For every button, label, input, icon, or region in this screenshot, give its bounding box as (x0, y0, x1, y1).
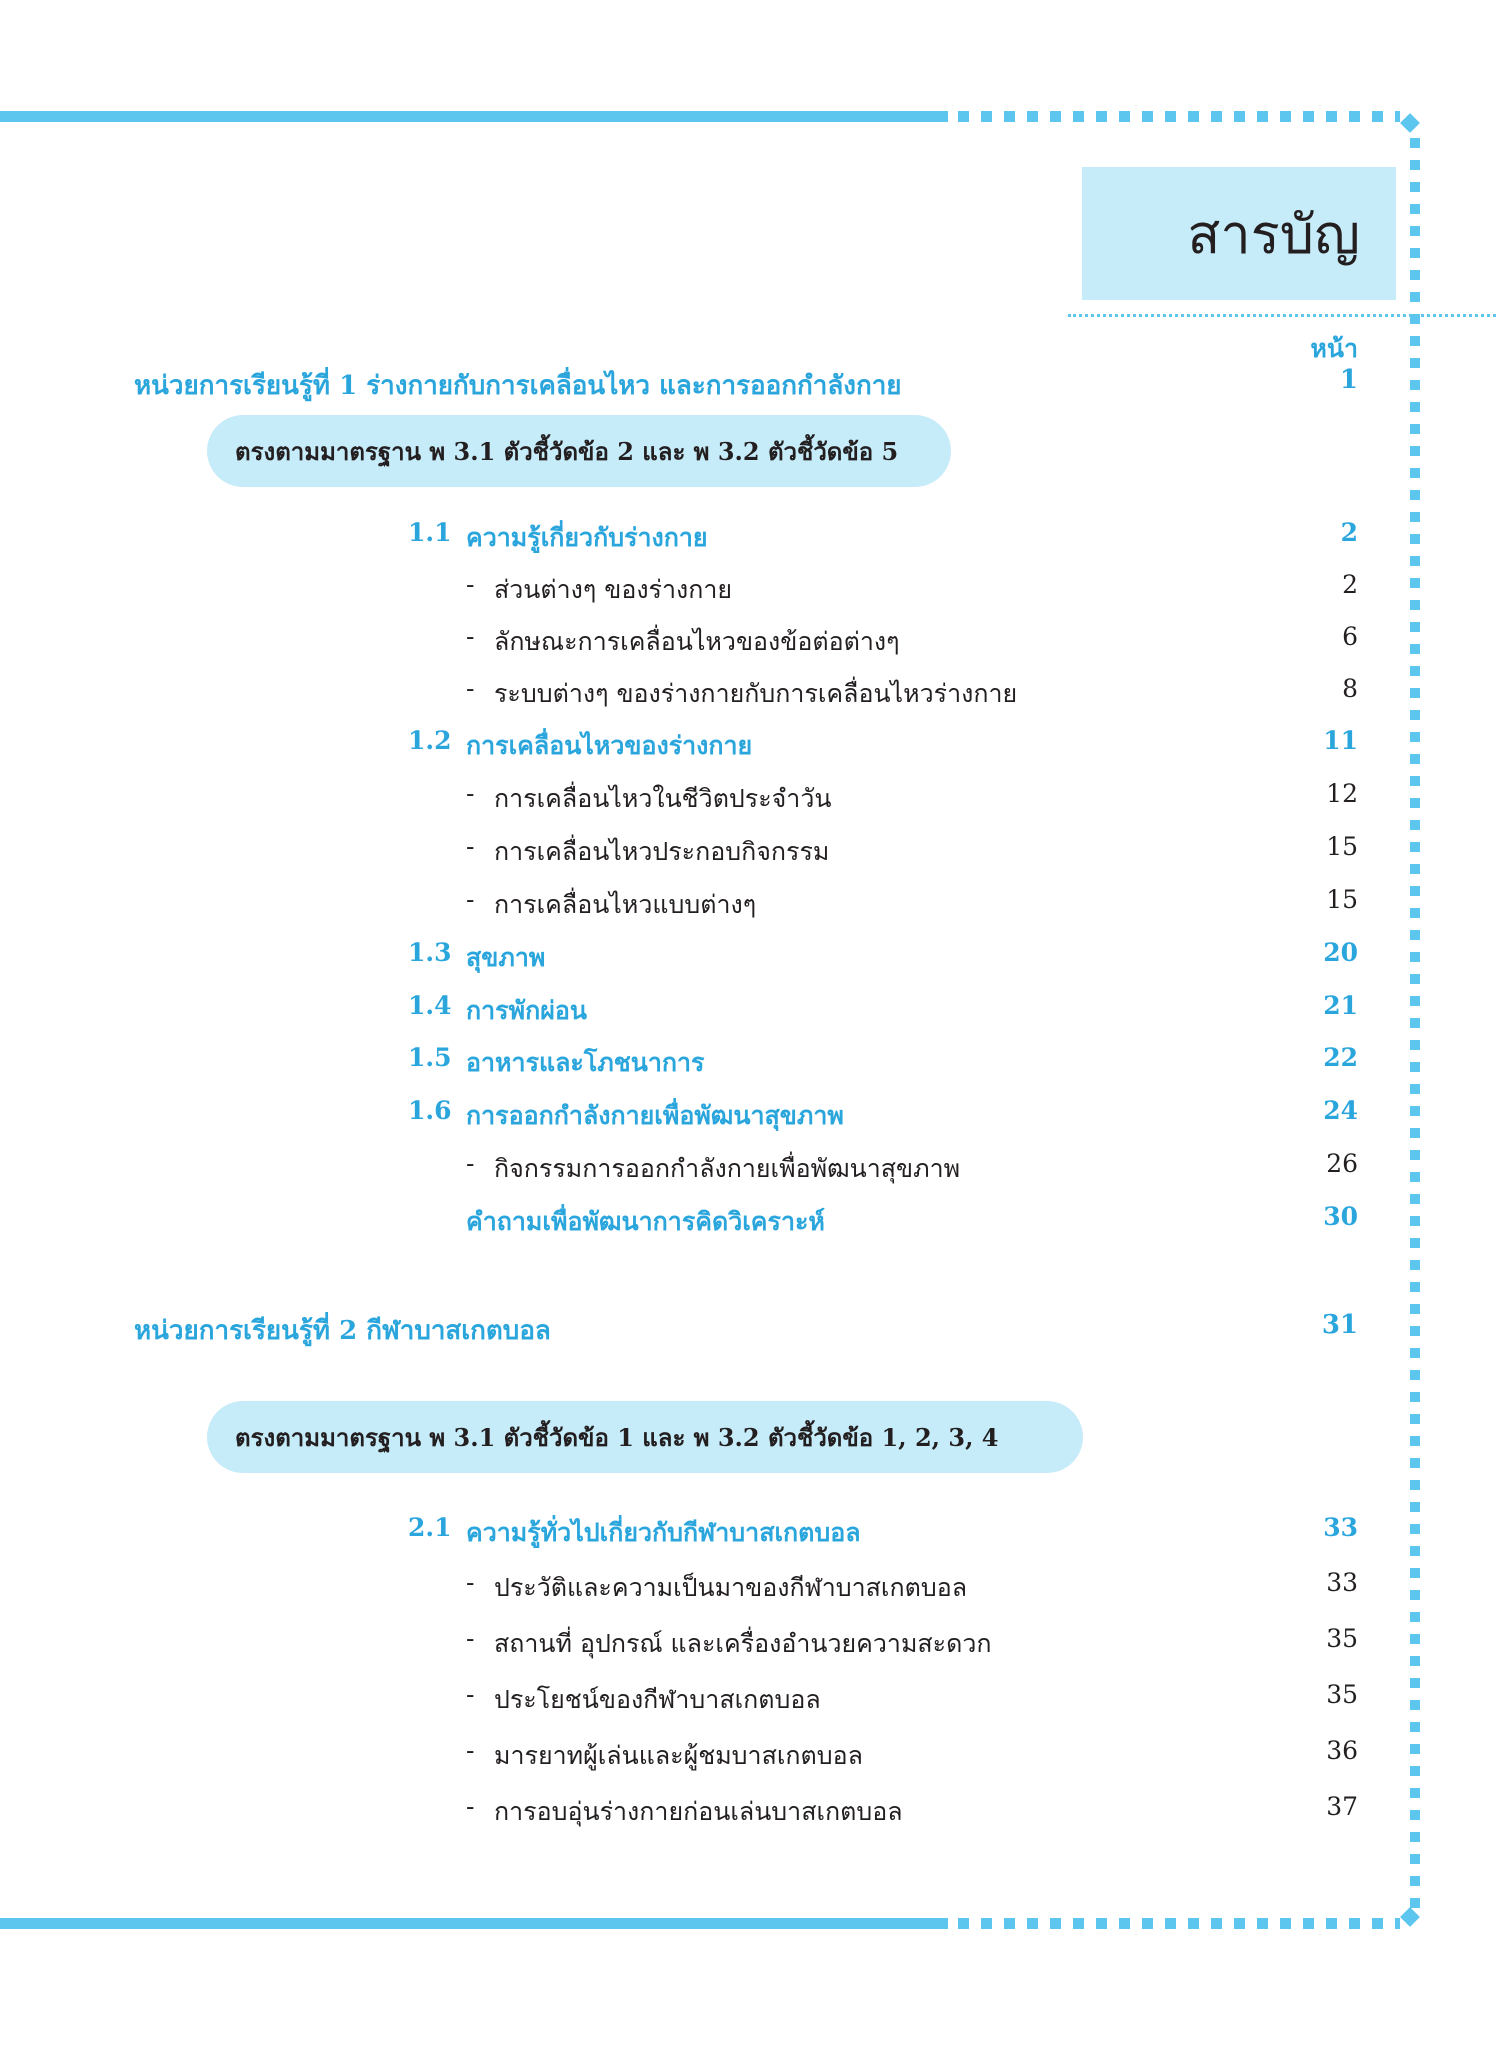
toc-subitem[interactable]: - การเคลื่อนไหวในชีวิตประจำวัน 12 (0, 779, 1358, 819)
toc-subitem[interactable]: - ระบบต่างๆ ของร่างกายกับการเคลื่อนไหวร่างกาย 8 (0, 674, 1358, 714)
frame-corner-diamond-top (1400, 113, 1420, 133)
toc-subitem[interactable]: - การเคลื่อนไหวประกอบกิจกรรม 15 (0, 832, 1358, 872)
subitem-title: ลักษณะการเคลื่อนไหวของข้อต่อต่างๆ (494, 627, 900, 656)
toc-section[interactable] (0, 1513, 1358, 1553)
toc-subitem[interactable]: - ประวัติและความเป็นมาของกีฬาบาสเกตบอล 33 (0, 1568, 1358, 1608)
standard-badge: ตรงตามมาตรฐาน พ 3.1 ตัวชี้วัดข้อ 1 และ พ 3.2 ตัวชี้วัดข้อ 1, 2, 3, 4 (207, 1401, 1083, 1473)
section-number: 1.6 (408, 1096, 452, 1125)
page-number: 8 (1342, 674, 1358, 703)
page-number: 35 (1326, 1624, 1358, 1653)
toc-section[interactable] (0, 518, 1358, 558)
page-number: 12 (1326, 779, 1358, 808)
page-number: 33 (1326, 1568, 1358, 1597)
toc-subitem[interactable]: - กิจกรรมการออกกำลังกายเพื่อพัฒนาสุขภาพ 26 (0, 1149, 1358, 1189)
subitem-title: กิจกรรมการออกกำลังกายเพื่อพัฒนาสุขภาพ (494, 1154, 961, 1183)
subitem-title: การเคลื่อนไหวแบบต่างๆ (494, 890, 757, 919)
frame-top-bar (0, 111, 948, 122)
section-number: 1.4 (408, 991, 452, 1020)
page-number: 15 (1326, 885, 1358, 914)
page-number: 20 (1323, 938, 1358, 967)
page-number: 11 (1323, 726, 1358, 755)
toc-section[interactable] (0, 991, 1358, 1031)
subitem-title: ประวัติและความเป็นมาของกีฬาบาสเกตบอล (494, 1573, 968, 1602)
subitem-title: มารยาทผู้เล่นและผู้ชมบาสเกตบอล (494, 1741, 863, 1770)
unit-heading: หน่วยการเรียนรู้ที่ 1 ร่างกายกับการเคลื่อนไหว และการออกกำลังกาย (134, 371, 902, 401)
page-number: 15 (1326, 832, 1358, 861)
page-number: 26 (1326, 1149, 1358, 1178)
section-title: อาหารและโภชนาการ (466, 1048, 705, 1077)
section-number: 2.1 (408, 1513, 452, 1542)
toc-subitem[interactable]: - การเคลื่อนไหวแบบต่างๆ 15 (0, 885, 1358, 925)
page-number: 37 (1326, 1792, 1358, 1821)
frame-bottom-dotted-bar (958, 1918, 1400, 1929)
page-number: 2 (1340, 518, 1358, 547)
frame-bottom-bar (0, 1918, 948, 1929)
standard-badge: ตรงตามมาตรฐาน พ 3.1 ตัวชี้วัดข้อ 2 และ พ 3.2 ตัวชี้วัดข้อ 5 (207, 415, 951, 487)
page-title: สารบัญ (1187, 202, 1360, 266)
section-title: การเคลื่อนไหวของร่างกาย (466, 731, 753, 760)
toc-section[interactable] (0, 1096, 1358, 1136)
section-number: 1.2 (408, 726, 452, 755)
page-number: 22 (1323, 1043, 1358, 1072)
page-number: 6 (1342, 622, 1358, 651)
frame-corner-diamond-bottom (1400, 1907, 1420, 1927)
page-number: 1 (1339, 365, 1358, 395)
subitem-title: สถานที่ อุปกรณ์ และเครื่องอำนวยความสะดวก (494, 1629, 992, 1658)
frame-right-dotted-bar (1410, 138, 1420, 1908)
title-dotted-underline (1068, 314, 1496, 317)
toc-subitem[interactable]: - มารยาทผู้เล่นและผู้ชมบาสเกตบอล 36 (0, 1736, 1358, 1776)
subitem-title: ส่วนต่างๆ ของร่างกาย (494, 575, 733, 604)
section-number: 1.1 (408, 518, 452, 547)
unit-heading: หน่วยการเรียนรู้ที่ 2 กีฬาบาสเกตบอล (134, 1316, 551, 1346)
title-banner (1082, 167, 1396, 300)
toc-section[interactable] (0, 726, 1358, 766)
page-number: 36 (1326, 1736, 1358, 1765)
page-number: 33 (1323, 1513, 1358, 1542)
section-title: สุขภาพ (466, 943, 546, 972)
subitem-title: การอบอุ่นร่างกายก่อนเล่นบาสเกตบอล (494, 1797, 903, 1826)
subitem-title: การเคลื่อนไหวประกอบกิจกรรม (494, 837, 830, 866)
page-number: 35 (1326, 1680, 1358, 1709)
toc-section[interactable] (0, 938, 1358, 978)
page-column-header: หน้า (1310, 334, 1358, 363)
page-number: 24 (1323, 1096, 1358, 1125)
subitem-title: ประโยชน์ของกีฬาบาสเกตบอล (494, 1685, 821, 1714)
page-number: 21 (1323, 991, 1358, 1020)
toc-subitem[interactable]: - การอบอุ่นร่างกายก่อนเล่นบาสเกตบอล 37 (0, 1792, 1358, 1832)
toc-unit-1[interactable] (0, 365, 1358, 405)
section-number: 1.3 (408, 938, 452, 967)
review-questions-title: คำถามเพื่อพัฒนาการคิดวิเคราะห์ (466, 1207, 825, 1236)
toc-section[interactable] (0, 1043, 1358, 1083)
section-title: ความรู้ทั่วไปเกี่ยวกับกีฬาบาสเกตบอล (466, 1518, 861, 1547)
section-number: 1.5 (408, 1043, 452, 1072)
subitem-title: ระบบต่างๆ ของร่างกายกับการเคลื่อนไหวร่างกาย (494, 679, 1018, 708)
toc-subitem[interactable]: - ประโยชน์ของกีฬาบาสเกตบอล 35 (0, 1680, 1358, 1720)
toc-unit-2[interactable] (0, 1310, 1358, 1350)
subitem-title: การเคลื่อนไหวในชีวิตประจำวัน (494, 784, 832, 813)
toc-subitem[interactable]: - ลักษณะการเคลื่อนไหวของข้อต่อต่างๆ 6 (0, 622, 1358, 662)
toc-subitem[interactable]: - สถานที่ อุปกรณ์ และเครื่องอำนวยความสะดวก 35 (0, 1624, 1358, 1664)
page-number: 30 (1323, 1202, 1358, 1231)
toc-subitem[interactable]: - ส่วนต่างๆ ของร่างกาย 2 (0, 570, 1358, 610)
toc-review-questions[interactable] (0, 1202, 1358, 1242)
section-title: ความรู้เกี่ยวกับร่างกาย (466, 523, 708, 552)
frame-top-dotted-bar (958, 111, 1400, 122)
page-number: 31 (1321, 1310, 1358, 1340)
section-title: การพักผ่อน (466, 996, 587, 1025)
page-number: 2 (1342, 570, 1358, 599)
section-title: การออกกำลังกายเพื่อพัฒนาสุขภาพ (466, 1101, 844, 1130)
